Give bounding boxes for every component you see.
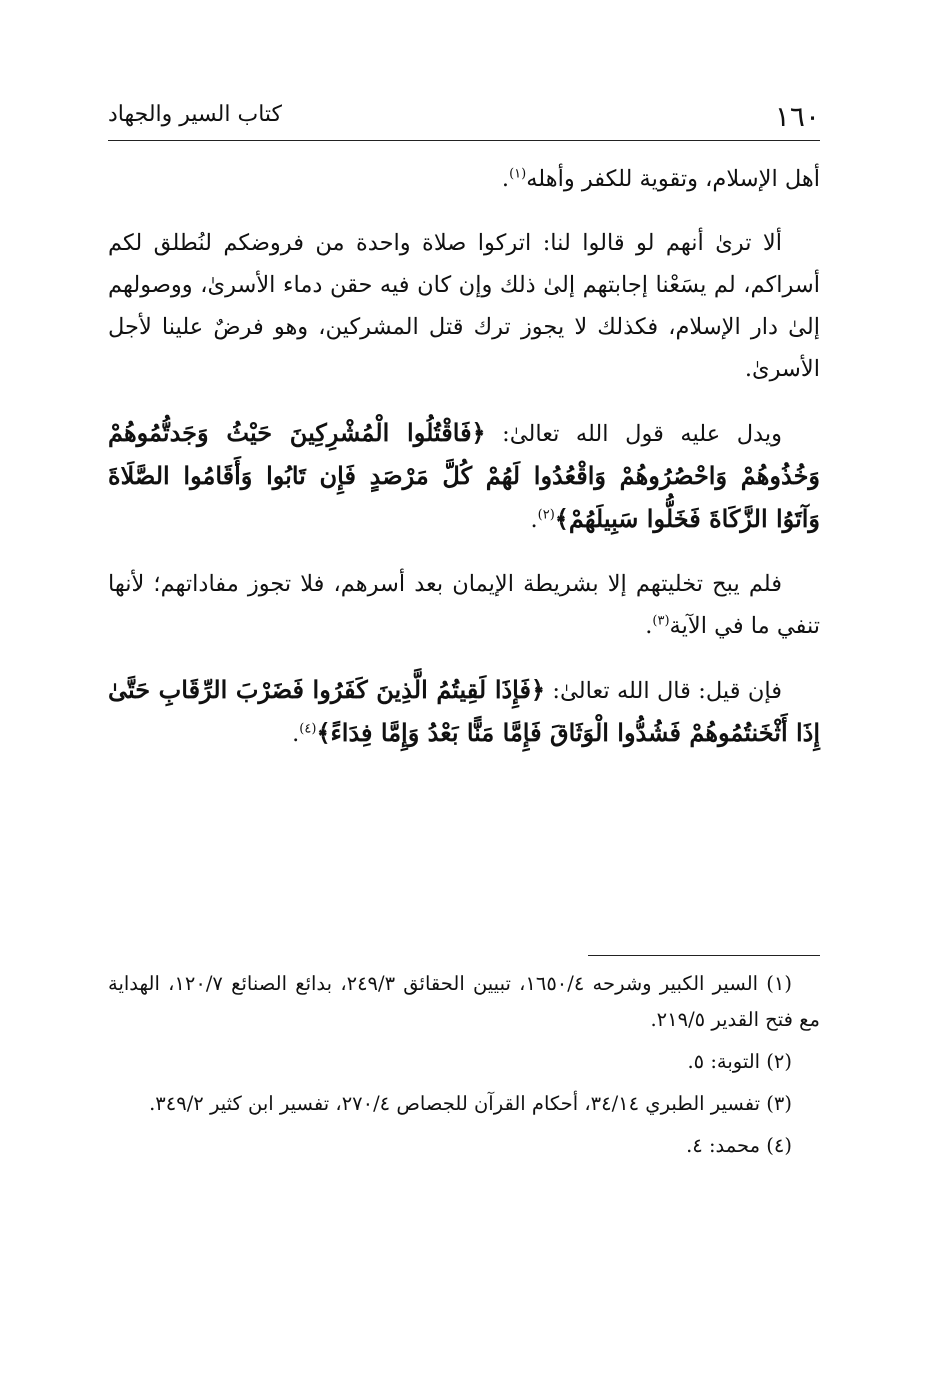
footnote-1: (١) السير الكبير وشرحه ١٦٥٠/٤، تبيين الحقائق ٢٤٩/٣، بدائع الصنائع ١٢٠/٧، الهداية مع فتح القدير ٢١٩/٥. [108,972,820,1031]
paragraph-5 [108,669,820,755]
footnote-2: (٢) التوبة: ٥. [687,1050,792,1073]
quran-verse-tawbah: ﴿فَاقْتُلُوا الْمُشْرِكِينَ حَيْثُ وَجَدتُّمُوهُمْ وَخُذُوهُمْ وَاحْصُرُوهُمْ وَاقْعُدُوا لَهُمْ كُلَّ مَرْصَدٍ فَإِن تَابُوا وَأَقَامُوا الصَّلَاةَ وَآتَوُا الزَّكَاةَ فَخَلُّوا سَبِيلَهُمْ﴾ [108,418,820,533]
paragraph-2-text: ألا ترىٰ أنهم لو قالوا لنا: اتركوا صلاة واحدة من فروضكم لنُطلق لكم أسراكم، لم يسَعْنا إجابتهم إلىٰ ذلك وإن كان فيه حقن دماء الأسرىٰ، ووصولهم إلىٰ دار الإسلام، فكذلك لا يجوز ترك قتل المشركين، وهو فرضٌ علينا لأجل الأسرىٰ. [108,230,820,382]
paragraph-1-text: أهل الإسلام، وتقوية للكفر وأهله [526,166,820,192]
paragraph-3-tail: . [530,507,538,533]
main-text [108,158,820,777]
paragraph-3-intro: ويدل عليه قول الله تعالىٰ: [485,421,782,447]
paragraph-5-intro: فإن قيل: قال الله تعالىٰ: [545,678,782,704]
running-title: كتاب السير والجهاد [108,102,283,127]
paragraph-3 [108,412,820,541]
page-number: ١٦٠ [774,100,820,133]
footnotes [108,966,820,1170]
paragraph-2 [108,222,820,390]
paragraph-4 [108,563,820,647]
paragraph-5-tail: . [292,721,300,747]
page-header [108,98,820,141]
paragraph-1 [108,158,820,200]
footnote-ref-3[interactable]: (٣) [652,613,670,629]
footnote-3: (٣) تفسير الطبري ٣٤/١٤، أحكام القرآن للجصاص ٢٧٠/٤، تفسير ابن كثير ٣٤٩/٢. [149,1092,792,1115]
paragraph-4-text: فلم يبح تخليتهم إلا بشريطة الإيمان بعد أسرهم، فلا تجوز مفاداتهم؛ لأنها تنفي ما في الآية [108,571,820,639]
footnote-ref-1[interactable]: (١) [509,166,527,182]
footnote-separator [588,955,820,956]
document-page [108,98,820,1278]
paragraph-1-tail: . [501,166,510,192]
quran-verse-muhammad: ﴿فَإِذَا لَقِيتُمُ الَّذِينَ كَفَرُوا فَضَرْبَ الرِّقَابِ حَتَّىٰ إِذَا أَثْخَنتُمُوهُمْ فَشُدُّوا الْوَثَاقَ فَإِمَّا مَنًّا بَعْدُ وَإِمَّا فِدَاءً﴾ [108,675,820,747]
footnote-ref-2[interactable]: (٢) [537,507,555,523]
footnote-ref-4[interactable]: (٤) [299,721,317,737]
paragraph-4-tail: . [645,613,653,639]
footnote-4: (٤) محمد: ٤. [686,1134,792,1157]
